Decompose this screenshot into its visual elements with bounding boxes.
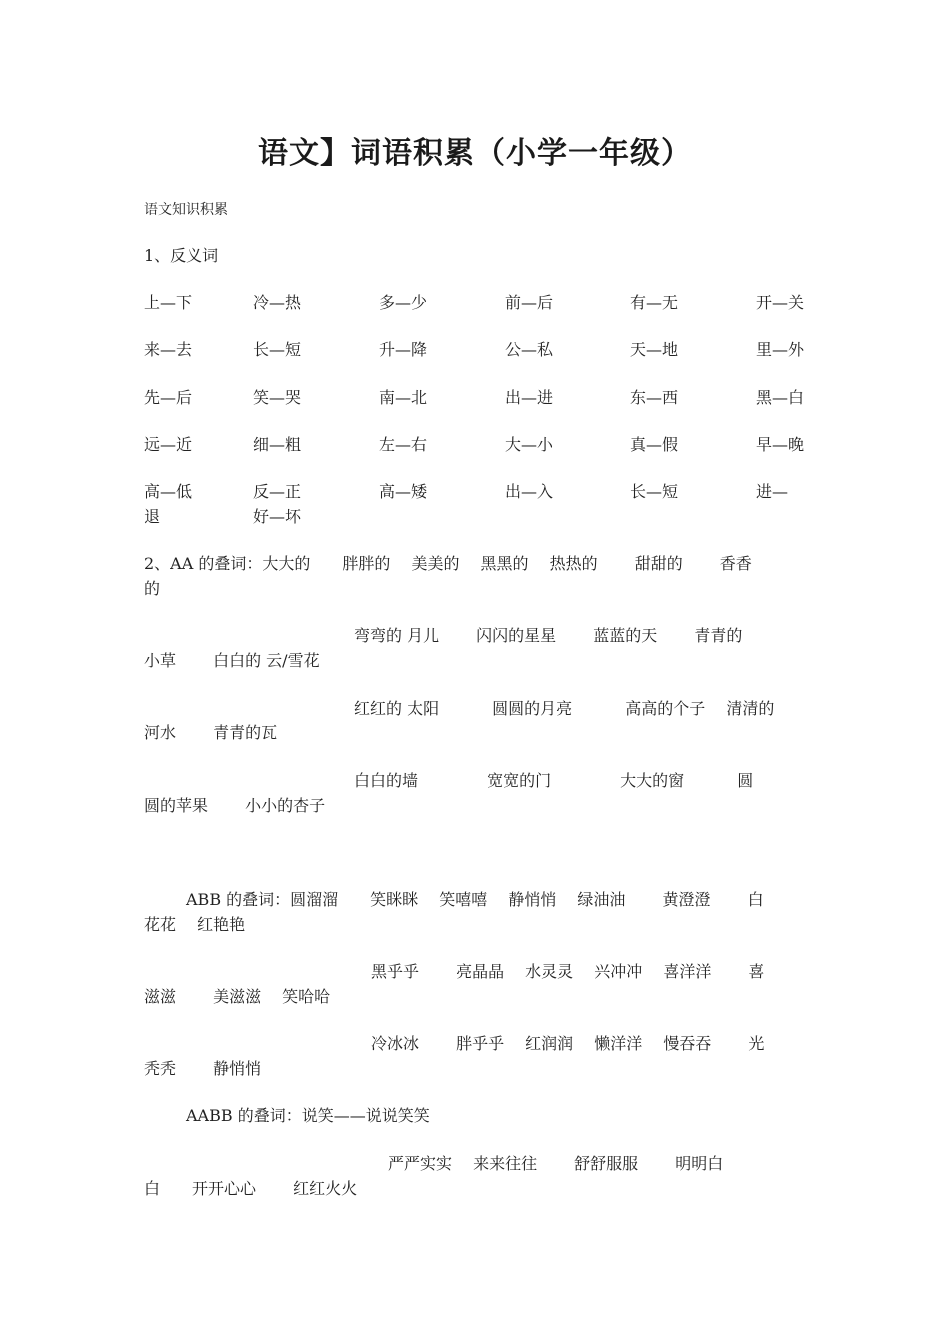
page-title: 语文】词语积累（小学一年级） (258, 136, 692, 171)
abb-group-line: 冷冰冰 胖乎乎 红润润 懒洋洋 慢吞吞 光 (371, 1034, 765, 1053)
aabb-heading-line: AABB 的叠词：说笑——说说笑笑 (186, 1106, 430, 1125)
antonym-pair: 远—近 (144, 435, 193, 454)
antonym-pair: 里—外 (756, 340, 805, 359)
aa-heading-wrap: 的 (144, 579, 161, 598)
antonym-pair: 细—粗 (253, 435, 302, 454)
aa-heading-line: 2、AA 的叠词：大大的 胖胖的 美美的 黑黑的 热热的 甜甜的 香香 (144, 554, 752, 573)
antonym-pair: 进— (756, 482, 789, 501)
aabb-group-line: 严严实实 来来往往 舒舒服服 明明白 (388, 1154, 724, 1173)
aa-group-wrap: 小草 白白的 云/雪花 (144, 651, 320, 670)
antonym-pair: 真—假 (630, 435, 679, 454)
antonym-pair: 反—正 (253, 482, 302, 501)
antonym-pair: 黑—白 (756, 388, 805, 407)
abb-group-wrap: 滋滋 美滋滋 笑哈哈 (144, 987, 331, 1006)
antonym-pair: 前—后 (505, 293, 554, 312)
antonym-pair: 东—西 (630, 388, 679, 407)
antonym-pair: 来—去 (144, 340, 193, 359)
antonym-pair: 升—降 (379, 340, 428, 359)
abb-heading-wrap: 花花 红艳艳 (144, 915, 246, 934)
aabb-group-wrap: 白 开开心心 红红火火 (144, 1179, 358, 1198)
antonym-pair: 先—后 (144, 388, 193, 407)
aa-group-wrap: 河水 青青的瓦 (144, 723, 278, 742)
antonym-pair: 好—坏 (253, 507, 302, 526)
antonym-pair: 南—北 (379, 388, 428, 407)
antonym-pair: 出—进 (505, 388, 554, 407)
antonym-pair: 早—晚 (756, 435, 805, 454)
abb-group-line: 黑乎乎 亮晶晶 水灵灵 兴冲冲 喜洋洋 喜 (371, 962, 765, 981)
aa-group-wrap: 圆的苹果 小小的杏子 (144, 796, 326, 815)
antonym-pair: 长—短 (630, 482, 679, 501)
subtitle: 语文知识积累 (144, 202, 228, 218)
antonym-pair: 多—少 (379, 293, 428, 312)
aa-group-line: 白白的墙 宽宽的门 大大的窗 圆 (354, 771, 754, 790)
antonym-pair: 公—私 (505, 340, 554, 359)
abb-group-wrap: 秃秃 静悄悄 (144, 1059, 262, 1078)
antonym-pair: 笑—哭 (253, 388, 302, 407)
abb-heading-line: ABB 的叠词：圆溜溜 笑眯眯 笑嘻嘻 静悄悄 绿油油 黄澄澄 白 (186, 890, 764, 909)
antonym-pair: 有—无 (630, 293, 679, 312)
antonym-pair: 长—短 (253, 340, 302, 359)
antonym-pair: 开—关 (756, 293, 805, 312)
aa-group-line: 红红的 太阳 圆圆的月亮 高高的个子 清清的 (354, 699, 775, 718)
antonym-pair: 出—入 (505, 482, 554, 501)
antonym-pair: 冷—热 (253, 293, 302, 312)
aa-group-line: 弯弯的 月儿 闪闪的星星 蓝蓝的天 青青的 (354, 626, 743, 645)
antonym-pair-wrap: 退 (144, 507, 161, 526)
antonym-pair: 上—下 (144, 293, 193, 312)
section-heading-antonyms: 1、反义词 (144, 246, 219, 265)
antonym-pair: 大—小 (505, 435, 554, 454)
antonym-pair: 左—右 (379, 435, 428, 454)
antonym-pair: 高—矮 (379, 482, 428, 501)
antonym-pair: 高—低 (144, 482, 193, 501)
antonym-pair: 天—地 (630, 340, 679, 359)
